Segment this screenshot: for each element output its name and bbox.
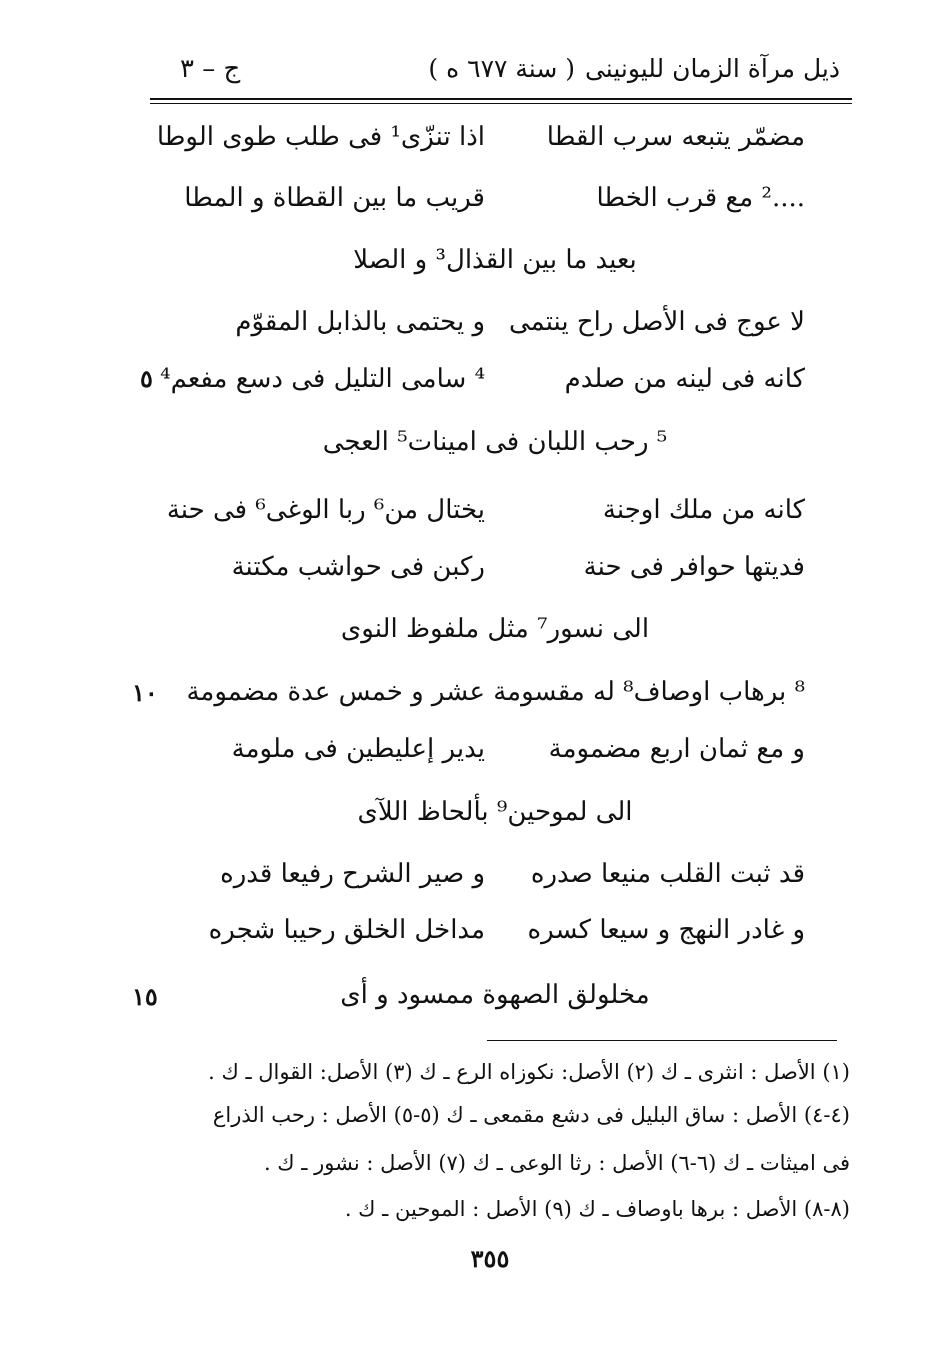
verse-line <box>115 115 805 159</box>
hemistich-first: كانه فى لينه من صلدم <box>564 364 805 394</box>
verse-line <box>115 357 805 401</box>
verse-line <box>115 545 805 589</box>
verse-line <box>115 670 805 714</box>
hemistich-second: ⁴ سامى التليل فى دسع مفعم⁴ <box>160 364 485 394</box>
footnote-line: (١) الأصل : انثرى ـ ك (٢) الأصل: نكوزاه الرع ـ ك (٣) الأصل: القوال ـ ك . <box>208 1060 850 1084</box>
footnote-line: (٤-٤) الأصل : ساق البليل فى دشع مقمعى ـ ك (٥-٥) الأصل : رحب الذراع <box>212 1103 850 1127</box>
verse-line <box>115 727 805 771</box>
verse-refrain: مخلولق الصهوة ممسود و أى <box>340 980 650 1010</box>
hemistich-first: قد ثبت القلب منيعا صدره <box>530 859 805 889</box>
verse-refrain: بعيد ما بين القذال³ و الصلا <box>353 245 637 275</box>
hemistich-second: اذا تنزّى¹ فى طلب طوى الوطا <box>156 122 485 152</box>
line-number: ١٥ <box>132 982 158 1011</box>
hemistich-first: فديتها حوافر فى حنة <box>583 552 805 582</box>
hemistich-second: يختال من⁶ ربا الوغى⁶ فى حنة <box>166 495 485 525</box>
line-number: ١٠ <box>132 678 158 707</box>
verse-line <box>115 908 805 952</box>
hemistich-second: و يحتمى بالذابل المقوّم <box>235 307 485 337</box>
hemistich-first: كانه من ملك اوجنة <box>602 495 805 525</box>
book-title: ذيل مرآة الزمان لليونينى <box>584 54 840 83</box>
volume-label: ج – ٣ <box>180 54 241 84</box>
hemistich-first: و مع ثمان اربع مضمومة <box>548 734 805 764</box>
verse-refrain: الى نسور⁷ مثل ملفوظ النوى <box>340 614 650 644</box>
line-number: ٥ <box>140 364 153 393</box>
hemistich-first: لا عوج فى الأصل راح ينتمى <box>509 307 805 337</box>
verse-line <box>115 176 805 220</box>
hemistich-second: ركبن فى حواشب مكتنة <box>231 552 485 582</box>
hemistich-first: مضمّر يتبعه سرب القطا <box>546 122 805 152</box>
hemistich-second: مداخل الخلق رحيبا شجره <box>208 915 485 945</box>
year-label: ( سنة ٦٧٧ ه ) <box>428 54 575 83</box>
hemistich-second: يدير إعليطين فى ملومة <box>231 734 485 764</box>
footnote-rule <box>487 1040 837 1041</box>
page-number: ٣٥٥ <box>470 1244 510 1273</box>
hemistich-first: ⁸ برهاب اوصاف⁸ له مقسومة <box>493 677 805 707</box>
hemistich-second: قريب ما بين القطاة و المطا <box>184 183 485 213</box>
footnote-line: (٨-٨) الأصل : برها باوصاف ـ ك (٩) الأصل : الموحين ـ ك . <box>344 1197 850 1221</box>
header-rule <box>150 98 852 100</box>
verse-refrain: ⁵ رحب اللبان فى امينات⁵ العجى <box>322 427 668 457</box>
header-rule-thin <box>150 103 852 104</box>
hemistich-first: ....² مع قرب الخطا <box>596 183 805 213</box>
hemistich-second: عشر و خمس عدة مضمومة <box>186 677 485 707</box>
footnote-line: فى اميثات ـ ك (٦-٦) الأصل : رثا الوعى ـ ك (٧) الأصل : نشور ـ ك . <box>263 1151 850 1175</box>
verse-line <box>115 488 805 532</box>
running-header <box>150 54 840 94</box>
verse-line <box>115 852 805 896</box>
verse-line <box>115 300 805 344</box>
verse-refrain: الى لموحين⁹ بألحاظ اللآى <box>357 797 633 827</box>
hemistich-second: و صير الشرح رفيعا قدره <box>220 859 485 889</box>
hemistich-first: و غادر النهج و سيعا كسره <box>527 915 805 945</box>
